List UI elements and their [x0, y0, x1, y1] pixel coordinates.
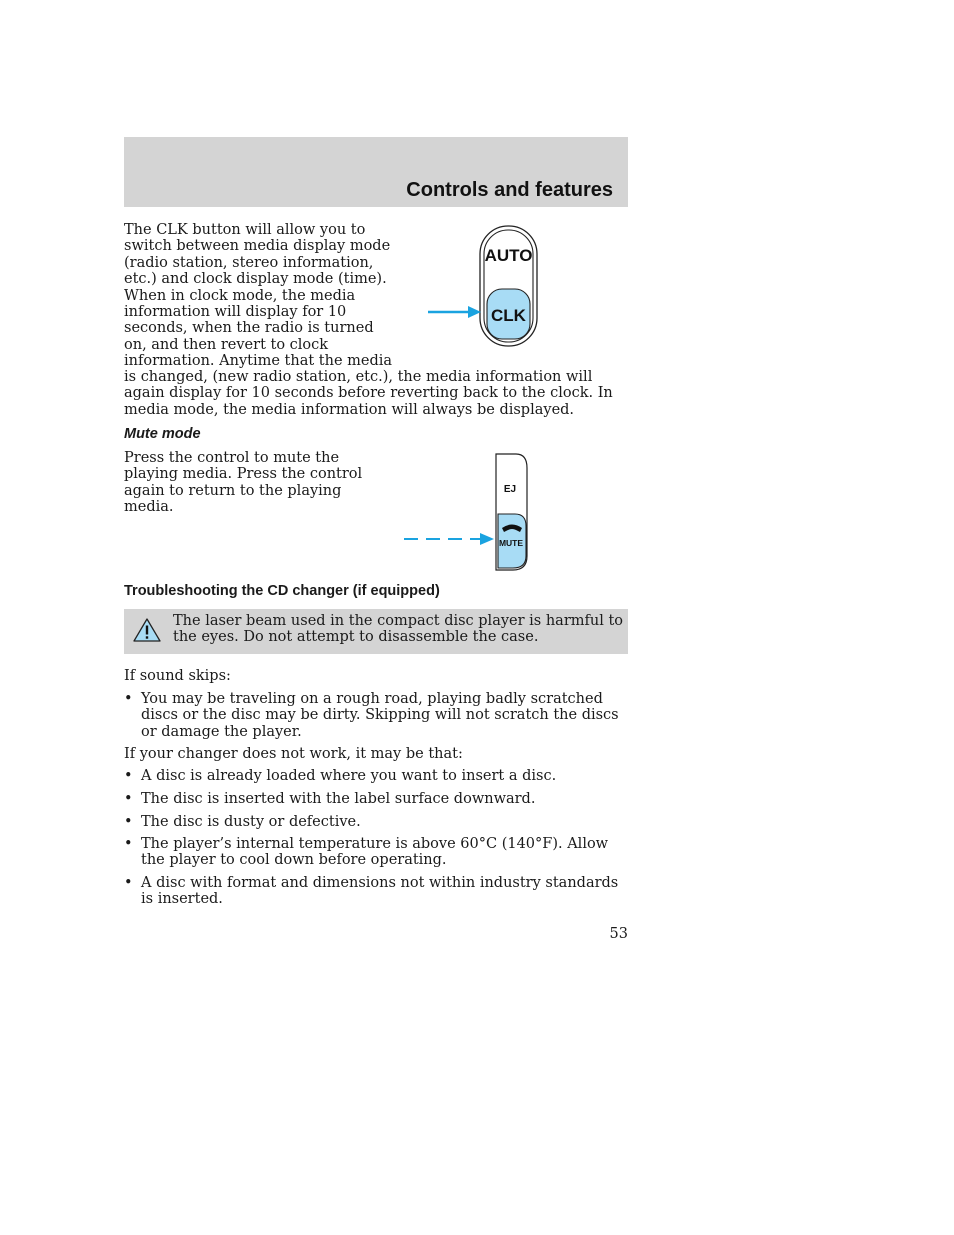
mute-mode-heading: Mute mode — [124, 426, 201, 442]
mute-label: MUTE — [498, 538, 524, 548]
page-number: 53 — [609, 926, 628, 942]
auto-clk-button-figure — [425, 224, 545, 350]
pointer-arrow-head — [468, 306, 481, 318]
bullet-dot: • — [124, 791, 133, 807]
troubleshooting-heading: Troubleshooting the CD changer (if equipped) — [124, 583, 440, 599]
notwork-intro: If your changer does not work, it may be that: — [124, 746, 463, 762]
ej-mute-button-figure — [402, 452, 532, 572]
bullet-dot: • — [124, 875, 133, 891]
list-item-text: The disc is dusty or defective. — [141, 814, 361, 830]
bullet-dot: • — [124, 768, 133, 784]
bullet-dot: • — [124, 836, 133, 852]
clk-paragraph-bottom: is changed, (new radio station, etc.), the media information will again display for 10 seconds before reverting back to the clock. In media mode, the media information will always be displayed. — [124, 369, 613, 418]
clk-label: CLK — [491, 306, 526, 325]
clk-paragraph-top: The CLK button will allow you to switch between media display mode (radio station, stereo information, etc.) and clock display mode (time). When in clock mode, the media information will display for 10 seconds, when the radio is turned on, and then revert to clock information. Anytime that the media — [124, 222, 393, 370]
warning-box — [124, 609, 628, 654]
mute-paragraph: Press the control to mute the playing media. Press the control again to return to the playing media. — [124, 450, 363, 516]
skip-intro: If sound skips: — [124, 668, 231, 684]
ej-label: EJ — [503, 484, 517, 495]
warning-text: The laser beam used in the compact disc player is harmful to the eyes. Do not attempt to disassemble the case. — [173, 613, 624, 646]
warning-triangle-icon — [132, 617, 162, 643]
section-header-band — [124, 137, 628, 207]
section-title: Controls and features — [406, 179, 613, 201]
dashed-pointer-arrow-head — [480, 533, 494, 545]
list-item-text: A disc with format and dimensions not within industry standards is inserted. — [141, 875, 619, 908]
list-item-text: A disc is already loaded where you want to insert a disc. — [141, 768, 557, 784]
list-item-text: You may be traveling on a rough road, playing badly scratched discs or the disc may be dirty. Skipping will not scratch the discs or damage the player. — [141, 691, 619, 740]
bullet-dot: • — [124, 814, 133, 830]
list-item-text: The disc is inserted with the label surface downward. — [141, 791, 536, 807]
bullet-dot: • — [124, 691, 133, 707]
list-item-text: The player’s internal temperature is above 60°C (140°F). Allow the player to cool down before operating. — [141, 836, 609, 869]
auto-label: AUTO — [484, 246, 533, 265]
